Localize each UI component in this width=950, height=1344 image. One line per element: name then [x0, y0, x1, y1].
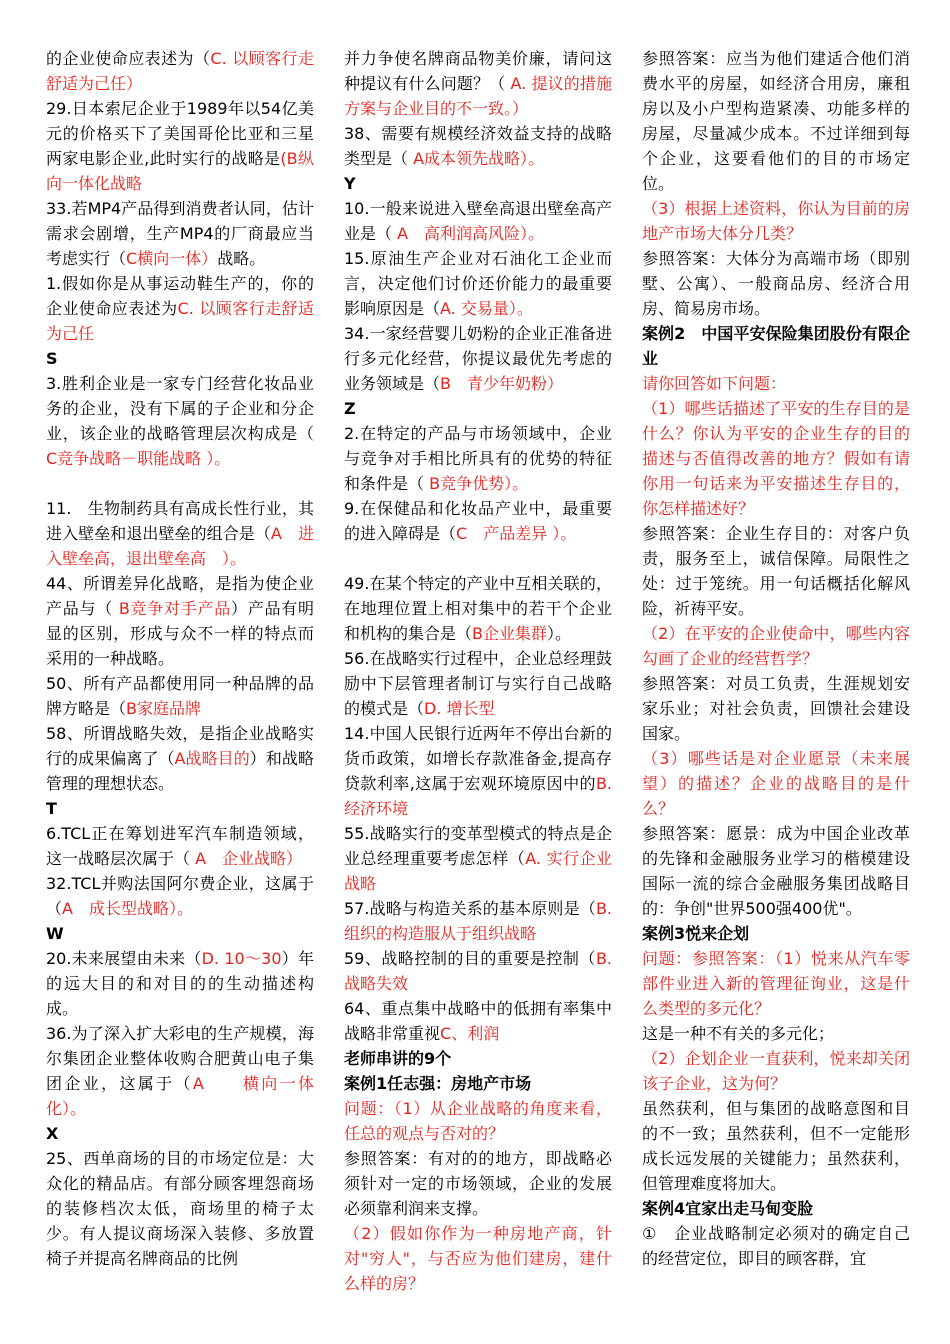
heading-text: S: [46, 349, 58, 368]
answer-text: （3）根据上述资料，你认为目前的房地产市场大体分几类？: [642, 199, 910, 243]
body-text: 15.原油生产企业对石油化工企业而言，决定他们讨价还价能力的最重要影响原因是（: [344, 249, 612, 318]
body-text: 6.TCL正在筹划进军汽车制造领域，这一战略层次属于（: [46, 824, 314, 868]
answer-text: B企业集群: [472, 624, 547, 643]
body-text: 34.一家经营婴儿奶粉的企业正准备进行多元化经营，你提议最优先考虑的业务领域是（: [344, 324, 612, 393]
answer-text: （2）假如你作为一种房地产商，针对"穷人"，与否应为他们建房，建什么样的房？: [344, 1224, 612, 1293]
body-text: 虽然获利，但与集团的战略意图和目的不一致；虽然获利，但不一定能形成长远发展的关键能力；虽然获利，但管理难度将加大。: [642, 1099, 910, 1193]
paragraph: [642, 1096, 910, 1196]
paragraph: [642, 1021, 910, 1046]
answer-text: （3）哪些话是对企业愿景（未来展望）的描述？企业的战略目的是什么？: [642, 749, 910, 818]
paragraph: [46, 196, 314, 271]
body-text: 参照答案：应当为他们建适合他们消费水平的房屋，如经济合用房，廉租房以及小户型构造紧凑、功能多样的房屋，尽量减少成本。不过详细到每个企业，这要看他们的目的市场定位。: [642, 49, 910, 193]
paragraph: [344, 496, 612, 546]
paragraph: [642, 621, 910, 671]
body-text: 38、需要有规模经济效益支持的战略类型是（: [344, 124, 612, 168]
paragraph: [642, 946, 910, 1021]
text-column-3: [642, 46, 910, 1271]
answer-text: 问题：参照答案：（1）悦来从汽车零部件业进入新的管理征询业，这是什么类型的多元化？: [642, 949, 910, 1018]
answer-text: C竞争战略－职能战略 ）。: [46, 449, 231, 468]
body-text: 14.中国人民银行近两年不停出台新的货币政策，如增长存款准备金,提高存贷款利率,这属于宏观环境原因中的: [344, 724, 612, 793]
paragraph: [46, 1121, 314, 1146]
paragraph: [642, 746, 910, 821]
answer-text: D. 增长型: [424, 699, 495, 718]
paragraph: [642, 1196, 910, 1221]
answer-text: D. 10～30: [201, 949, 282, 968]
heading-text: 案例2 中国平安保险集团股份有限企业: [642, 324, 910, 368]
heading-text: 老师串讲的9个: [344, 1049, 452, 1068]
body-text: 1.假如你是从事运动鞋生产的，你的企业使命应表述为: [46, 274, 314, 318]
paragraph: [46, 371, 314, 471]
text-column-2: [344, 46, 612, 1296]
answer-text: B. 战略失效: [344, 949, 612, 993]
answer-text: A. 交易量）。: [440, 299, 533, 318]
body-text: 并力争使名牌商品物美价廉，请问这种提议有什么问题？（: [344, 49, 612, 93]
answer-text: B.经济环境: [344, 774, 612, 818]
body-text: 29.日本索尼企业于1989年以54亿美元的价格买下了美国哥伦比亚和三星两家电影企业,此时实行的战略是: [46, 99, 314, 168]
paragraph: [344, 996, 612, 1046]
paragraph: [344, 1071, 612, 1096]
paragraph: [642, 321, 910, 371]
answer-text: C、利润: [440, 1024, 500, 1043]
paragraph: [46, 496, 314, 571]
paragraph: [344, 1046, 612, 1071]
answer-text: C. 以顾客行走舒适为己任）: [46, 49, 314, 93]
paragraph: [344, 896, 612, 946]
answer-text: C. 以顾客行走舒适为己任: [46, 299, 314, 343]
answer-text: A战略目的: [174, 749, 250, 768]
paragraph: [46, 796, 314, 821]
answer-text: 请你回答如下问题：: [642, 374, 787, 393]
paragraph: [344, 421, 612, 496]
paragraph: [344, 946, 612, 996]
answer-text: （1）哪些话描述了平安的生存目的是什么？你认为平安的企业生存的目的描述与否值得改善的地方？假如有请你用一句话来为平安描述生存目的，你怎样描述好？: [642, 399, 910, 518]
body-text: 49.在某个特定的产业中互相关联的，在地理位置上相对集中的若干个企业和机构的集合是（: [344, 574, 612, 643]
body-text: 11. 生物制药具有高成长性行业，其进入壁垒和退出壁垒的组合是（: [46, 499, 314, 543]
paragraph: [46, 1021, 314, 1121]
body-text: ① 企业战略制定必须对的确定自己的经营定位，即目的顾客群，宜: [642, 1224, 910, 1268]
paragraph: [642, 1046, 910, 1096]
paragraph: [344, 46, 612, 121]
paragraph: [344, 571, 612, 646]
body-text: 的企业使命应表述为（: [46, 49, 211, 68]
paragraph: [344, 396, 612, 421]
paragraph: [344, 321, 612, 396]
body-text: 参照答案：企业生存目的：对客户负责，服务至上，诚信保障。局限性之处：过于笼统。用一句话概括化解风险，祈祷平安。: [642, 524, 910, 618]
answer-text: B竞争对手产品: [112, 599, 231, 618]
heading-text: 案例3悦来企划: [642, 924, 750, 943]
paragraph: [642, 246, 910, 321]
answer-text: B 青少年奶粉）: [440, 374, 563, 393]
heading-text: 案例1任志强：房地产市场: [344, 1074, 532, 1093]
body-text: 参照答案：对员工负责，生涯规划安家乐业；对社会负责，回馈社会建设国家。: [642, 674, 910, 743]
paragraph: [642, 1221, 910, 1271]
answer-text: A成本领先战略）。: [408, 149, 545, 168]
heading-text: W: [46, 924, 64, 943]
paragraph: [46, 96, 314, 196]
paragraph: [344, 821, 612, 896]
paragraph: [642, 521, 910, 621]
paragraph: [344, 121, 612, 171]
paragraph: [344, 1146, 612, 1221]
answer-text: A 横向一体化）。: [46, 1074, 314, 1118]
body-text: 56.在战略实行过程中，企业总经理鼓励中下层管理者制订与实行自己战略的模式是（: [344, 649, 612, 718]
body-text: 9.在保健品和化妆品产业中，最重要的进入障碍是（: [344, 499, 612, 543]
paragraph: [46, 946, 314, 1021]
paragraph: [344, 246, 612, 321]
answer-text: A. 提议的措施方案与企业目的不一致。）: [344, 74, 612, 118]
paragraph: [46, 721, 314, 796]
answer-text: C 产品差异 ）。: [456, 524, 577, 543]
heading-text: Y: [344, 174, 356, 193]
answer-text: B竞争优势）。: [424, 474, 529, 493]
paragraph: [46, 346, 314, 371]
answer-text: C横向一体）: [126, 249, 218, 268]
heading-text: X: [46, 1124, 59, 1143]
paragraph: [46, 871, 314, 921]
paragraph: [642, 46, 910, 196]
paragraph: [344, 646, 612, 721]
paragraph: [46, 571, 314, 671]
blank-line: [46, 471, 314, 496]
body-text: 3.胜利企业是一家专门经营化妆品业务的企业，没有下属的子企业和分企业，该企业的战略管理层次构成是（: [46, 374, 314, 443]
body-text: 参照答案：大体分为高端市场（即别墅、公寓）、一般商品房、经济合用房、简易房市场。: [642, 249, 910, 318]
body-text: 战略。: [217, 249, 266, 268]
answer-text: （2）在平安的企业使命中，哪些内容勾画了企业的经营哲学？: [642, 624, 910, 668]
body-text: 10.一般来说进入壁垒高退出壁垒高产业是（: [344, 199, 612, 243]
heading-text: Z: [344, 399, 356, 418]
paragraph: [46, 921, 314, 946]
text-column-1: [46, 46, 314, 1271]
answer-text: 问题：（1）从企业战略的角度来看，任总的观点与否对的？: [344, 1099, 612, 1143]
paragraph: [46, 671, 314, 721]
answer-text: A. 实行企业战略: [344, 849, 612, 893]
answer-text: A 成长型战略）。: [62, 899, 193, 918]
paragraph: [344, 721, 612, 821]
paragraph: [642, 821, 910, 921]
body-text: 25、西单商场的目的市场定位是：大众化的精品店。有部分顾客埋怨商场的装修档次太低，商场里的椅子太少。有人提议商场深入装修、多放置椅子并提高名牌商品的比例: [46, 1149, 314, 1268]
answer-text: B. 组织的构造服从于组织战略: [344, 899, 612, 943]
answer-text: B家庭品牌: [126, 699, 201, 718]
paragraph: [46, 821, 314, 871]
body-text: ）。: [547, 624, 572, 643]
body-text: 2.在特定的产品与市场领域中，企业与竞争对手相比所具有的优势的特征和条件是（: [344, 424, 612, 493]
body-text: ）年的远大目的和对目的的生动描述构成。: [46, 949, 314, 1018]
paragraph: [642, 371, 910, 396]
paragraph: [344, 196, 612, 246]
answer-text: A 企业战略）: [190, 849, 303, 868]
body-text: 57.战略与构造关系的基本原则是（: [344, 899, 596, 918]
body-text: ）和战略管理的理想状态。: [46, 749, 314, 793]
body-text: 50、所有产品都使用同一种品牌的品牌方略是（: [46, 674, 314, 718]
body-text: 参照答案：有对的的地方，即战略必须针对一定的市场领域，企业的发展必须靠利润来支撑。: [344, 1149, 612, 1218]
paragraph: [344, 171, 612, 196]
paragraph: [46, 1146, 314, 1271]
paragraph: [46, 46, 314, 96]
body-text: 32.TCL并购法国阿尔费企业，这属于（: [46, 874, 314, 918]
body-text: 20.未来展望由未来（: [46, 949, 202, 968]
answer-text: A 高利润高风险）。: [392, 224, 545, 243]
paragraph: [344, 1221, 612, 1296]
paragraph: [642, 196, 910, 246]
heading-text: 案例4宜家出走马甸变脸: [642, 1199, 814, 1218]
body-text: 33.若MP4产品得到消费者认同，估计需求会剧增，生产MP4的厂商最应当考虑实行（: [46, 199, 314, 268]
body-text: 58、所谓战略失效，是指企业战略实行的成果偏离了（: [46, 724, 314, 768]
paragraph: [642, 671, 910, 746]
body-text: 44、所谓差异化战略，是指为使企业产品与（: [46, 574, 314, 618]
paragraph: [642, 396, 910, 521]
answer-text: （2）企划企业一直获利，悦来却关闭该子企业，这为何？: [642, 1049, 910, 1093]
answer-text: (B纵向一体化战略: [46, 149, 314, 193]
paragraph: [344, 1096, 612, 1146]
body-text: 36.为了深入扩大彩电的生产规模，海尔集团企业整体收购合肥黄山电子集团企业，这属于（: [46, 1024, 314, 1093]
body-text: 64、重点集中战略中的低拥有率集中战略非常重视: [344, 999, 612, 1043]
paragraph: [46, 271, 314, 346]
body-text: 55.战略实行的变革型模式的特点是企业总经理重要考虑怎样（: [344, 824, 612, 868]
body-text: 这是一种不有关的多元化；: [642, 1024, 835, 1043]
blank-line: [344, 546, 612, 571]
paragraph: [642, 921, 910, 946]
answer-text: A 进入壁垒高，退出壁垒高 ）。: [46, 524, 314, 568]
body-text: ）产品有明显的区别，形成与众不一样的特点而采用的一种战略。: [46, 599, 314, 668]
body-text: 59、战略控制的目的重要是控制（: [344, 949, 596, 968]
body-text: 参照答案：愿景：成为中国企业改革的先锋和金融服务业学习的楷模建设国际一流的综合金融服务集团战略目的：争创"世界500强400优"。: [642, 824, 910, 918]
heading-text: T: [46, 799, 57, 818]
